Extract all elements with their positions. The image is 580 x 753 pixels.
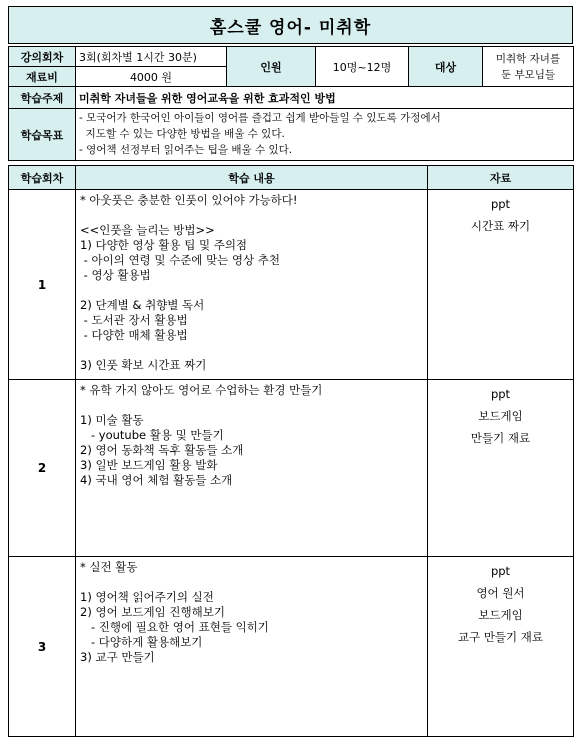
people-value: 10명~12명 [316,47,409,87]
table-row [9,190,574,380]
material-item: 만들기 재료 [470,431,531,445]
session-materials [428,190,574,380]
target-label: 대상 [409,47,483,87]
session-materials [428,380,574,557]
target-value-line1: 미취학 자녀를 [495,52,561,65]
goal-value [76,109,574,161]
content-column-header: 학습 내용 [76,166,428,190]
material-item: 영어 원서 [476,586,525,600]
material-item: ppt [490,197,511,211]
sessions-label: 강의회차 [9,47,76,67]
material-item: ppt [490,387,511,401]
lesson-plan-document [8,6,573,737]
table-row [9,557,574,737]
fee-value: 4000 원 [76,67,227,87]
goal-line-2: 지도할 수 있는 다양한 방법을 배울 수 있다. [79,128,285,140]
goal-line-3: - 영어책 선정부터 읽어주는 팁을 배울 수 있다. [79,144,293,156]
document-title: 홈스쿨 영어- 미취학 [8,6,573,44]
target-value-line2: 둔 부모님들 [500,68,556,81]
topic-value: 미취학 자녀들을 위한 영어교육을 위한 효과적인 방법 [76,87,574,109]
material-item: 교구 만들기 재료 [457,630,544,644]
materials-column-header: 자료 [428,166,574,190]
schedule-table [8,165,574,737]
session-number: 2 [9,380,76,557]
session-materials [428,557,574,737]
topic-label: 학습주제 [9,87,76,109]
session-number: 3 [9,557,76,737]
info-table [8,46,574,161]
sessions-value: 3회(회차별 1시간 30분) [76,47,227,67]
material-item: 보드게임 [478,409,523,423]
target-value [483,47,574,87]
material-item: 시간표 짜기 [470,219,531,233]
people-label: 인원 [227,47,316,87]
goal-line-1: - 모국어가 한국어인 아이들이 영어를 즐겁고 쉽게 받아들일 수 있도록 가정에서 [79,112,441,124]
material-item: 보드게임 [478,608,523,622]
session-content: * 아웃풋은 충분한 인풋이 있어야 가능하다! <<인풋을 늘리는 방법>> 1) 다양한 영상 활용 팁 및 주의점 - 아이의 연령 및 수준에 맞는 영상 추천 - 영상 활용법 2) 단계별 & 취향별 독서 - 도서관 장서 활용법 - 다양한 매체 활용법 3) 인풋 확보 시간표 짜기 [76,190,428,380]
session-content: * 유학 가지 않아도 영어로 수업하는 환경 만들기 1) 미술 활동 - youtube 활용 및 만들기 2) 영어 동화책 독후 활동들 소개 3) 일반 보드게임 활용 발화 4) 국내 영어 체험 활동들 소개 [76,380,428,557]
goal-label: 학습목표 [9,109,76,161]
session-column-header: 학습회차 [9,166,76,190]
fee-label: 재료비 [9,67,76,87]
session-content: * 실전 활동 1) 영어책 읽어주기의 실전 2) 영어 보드게임 진행해보기 - 진행에 필요한 영어 표현들 익히기 - 다양하게 활용해보기 3) 교구 만들기 [76,557,428,737]
session-number: 1 [9,190,76,380]
material-item: ppt [490,564,511,578]
table-row [9,380,574,557]
